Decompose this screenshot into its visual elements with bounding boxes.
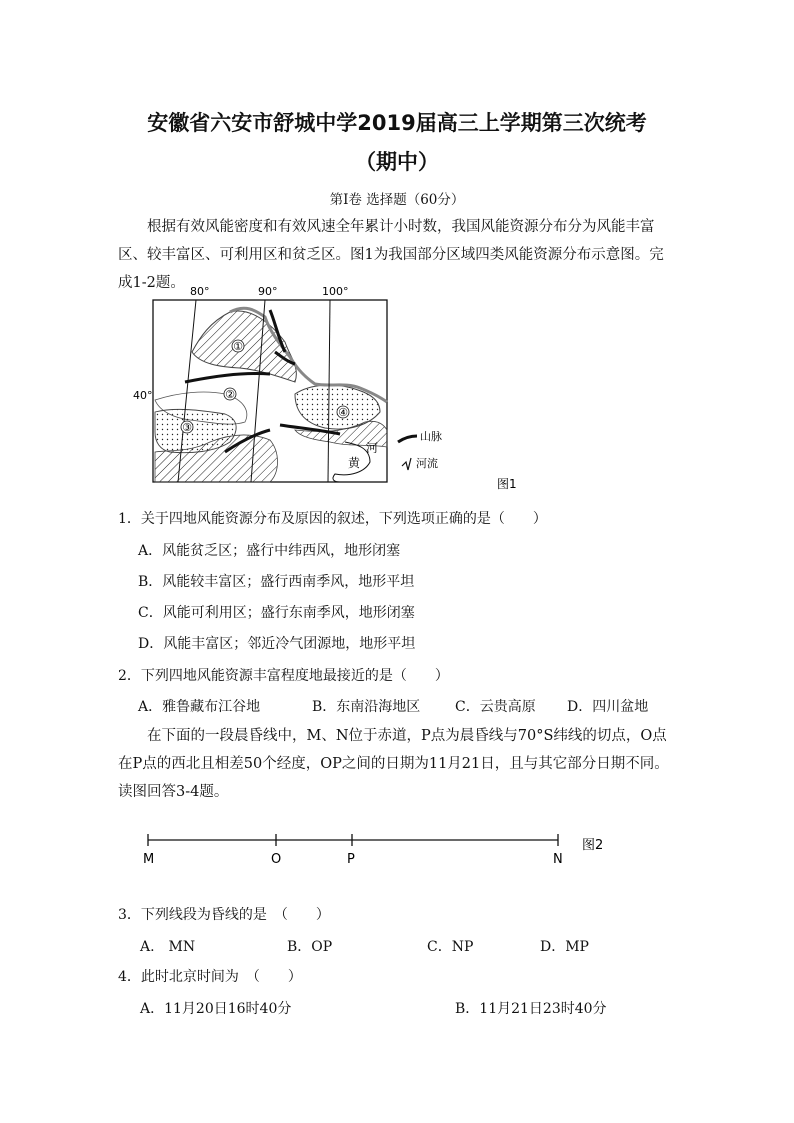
terminator-line-diagram <box>130 830 620 870</box>
q1-option-b[interactable]: B．风能较丰富区；盛行西南季风，地形平坦 <box>138 574 415 590</box>
section-heading: 第Ⅰ卷 选择题（60分） <box>329 192 465 208</box>
lon-label-90: 90° <box>258 285 278 298</box>
river-legend-icon <box>402 458 411 470</box>
point-p-label: P <box>347 852 355 867</box>
q1-option-d[interactable]: D．风能丰富区；邻近冷气团源地，地形平坦 <box>138 636 416 652</box>
q2-option-c[interactable]: C．云贵高原 <box>455 699 536 715</box>
figure-1-caption: 图1 <box>497 477 517 491</box>
region-label-3: ③ <box>182 421 192 434</box>
region-label-1: ① <box>233 340 243 353</box>
region-label-4: ④ <box>338 406 348 419</box>
q3-option-d[interactable]: D．MP <box>540 939 589 955</box>
q2-option-b[interactable]: B．东南沿海地区 <box>312 699 421 715</box>
lon-label-80: 80° <box>190 285 210 298</box>
river-name-huang: 黄 <box>348 456 361 470</box>
point-n-label: N <box>553 852 563 867</box>
region-label-2: ② <box>225 388 235 401</box>
question-1-stem: 1．关于四地风能资源分布及原因的叙述，下列选项正确的是（ ） <box>118 511 547 527</box>
q1-option-a[interactable]: A．风能贫乏区；盛行中纬西风，地形闭塞 <box>138 543 401 559</box>
legend-river-label: 河流 <box>416 457 438 470</box>
q3-option-c[interactable]: C．NP <box>427 939 474 955</box>
figure-2-caption: 图2 <box>582 838 604 853</box>
q4-option-a[interactable]: A．11月20日16时40分 <box>140 1001 292 1017</box>
intro-paragraph-1: 根据有效风能密度和有效风速全年累计小时数，我国风能资源分布分为风能丰富区、较丰富区、可利用区和贫乏区。图1为我国部分区域四类风能资源分布示意图。完成1-2题。 <box>118 219 664 291</box>
q3-option-b[interactable]: B．OP <box>287 939 333 955</box>
intro-paragraph-2: 在下面的一段晨昏线中，M、N位于赤道，P点为晨昏线与70°S纬线的切点，O点在P点的西北且相差50个经度，OP之间的日期为11月21日，且与其它部分日期不同。读图回答3-4题。 <box>118 728 669 800</box>
point-m-label: M <box>143 852 155 867</box>
document-title: 安徽省六安市舒城中学2019届高三上学期第三次统考 <box>147 111 647 135</box>
question-2-stem: 2．下列四地风能资源丰富程度地最接近的是（ ） <box>118 668 449 684</box>
lon-label-100: 100° <box>322 285 349 298</box>
q2-option-d[interactable]: D．四川盆地 <box>567 699 649 715</box>
legend-mountain-label: 山脉 <box>420 430 442 443</box>
wind-resource-map <box>130 282 520 494</box>
q3-option-a[interactable]: A. MN <box>140 939 196 955</box>
river-name-he: 河 <box>366 441 379 455</box>
question-4-stem: 4．此时北京时间为 （ ） <box>118 969 302 985</box>
q4-option-b[interactable]: B．11月21日23时40分 <box>455 1001 607 1017</box>
mountain-legend-icon <box>398 436 417 442</box>
q2-option-a[interactable]: A．雅鲁藏布江谷地 <box>138 699 261 715</box>
question-3-stem: 3．下列线段为昏线的是 （ ） <box>118 907 330 923</box>
point-o-label: O <box>271 852 282 867</box>
lat-label-40: 40° <box>133 389 153 402</box>
document-subtitle: （期中） <box>355 150 439 174</box>
q1-option-c[interactable]: C．风能可利用区；盛行东南季风，地形闭塞 <box>138 605 415 621</box>
